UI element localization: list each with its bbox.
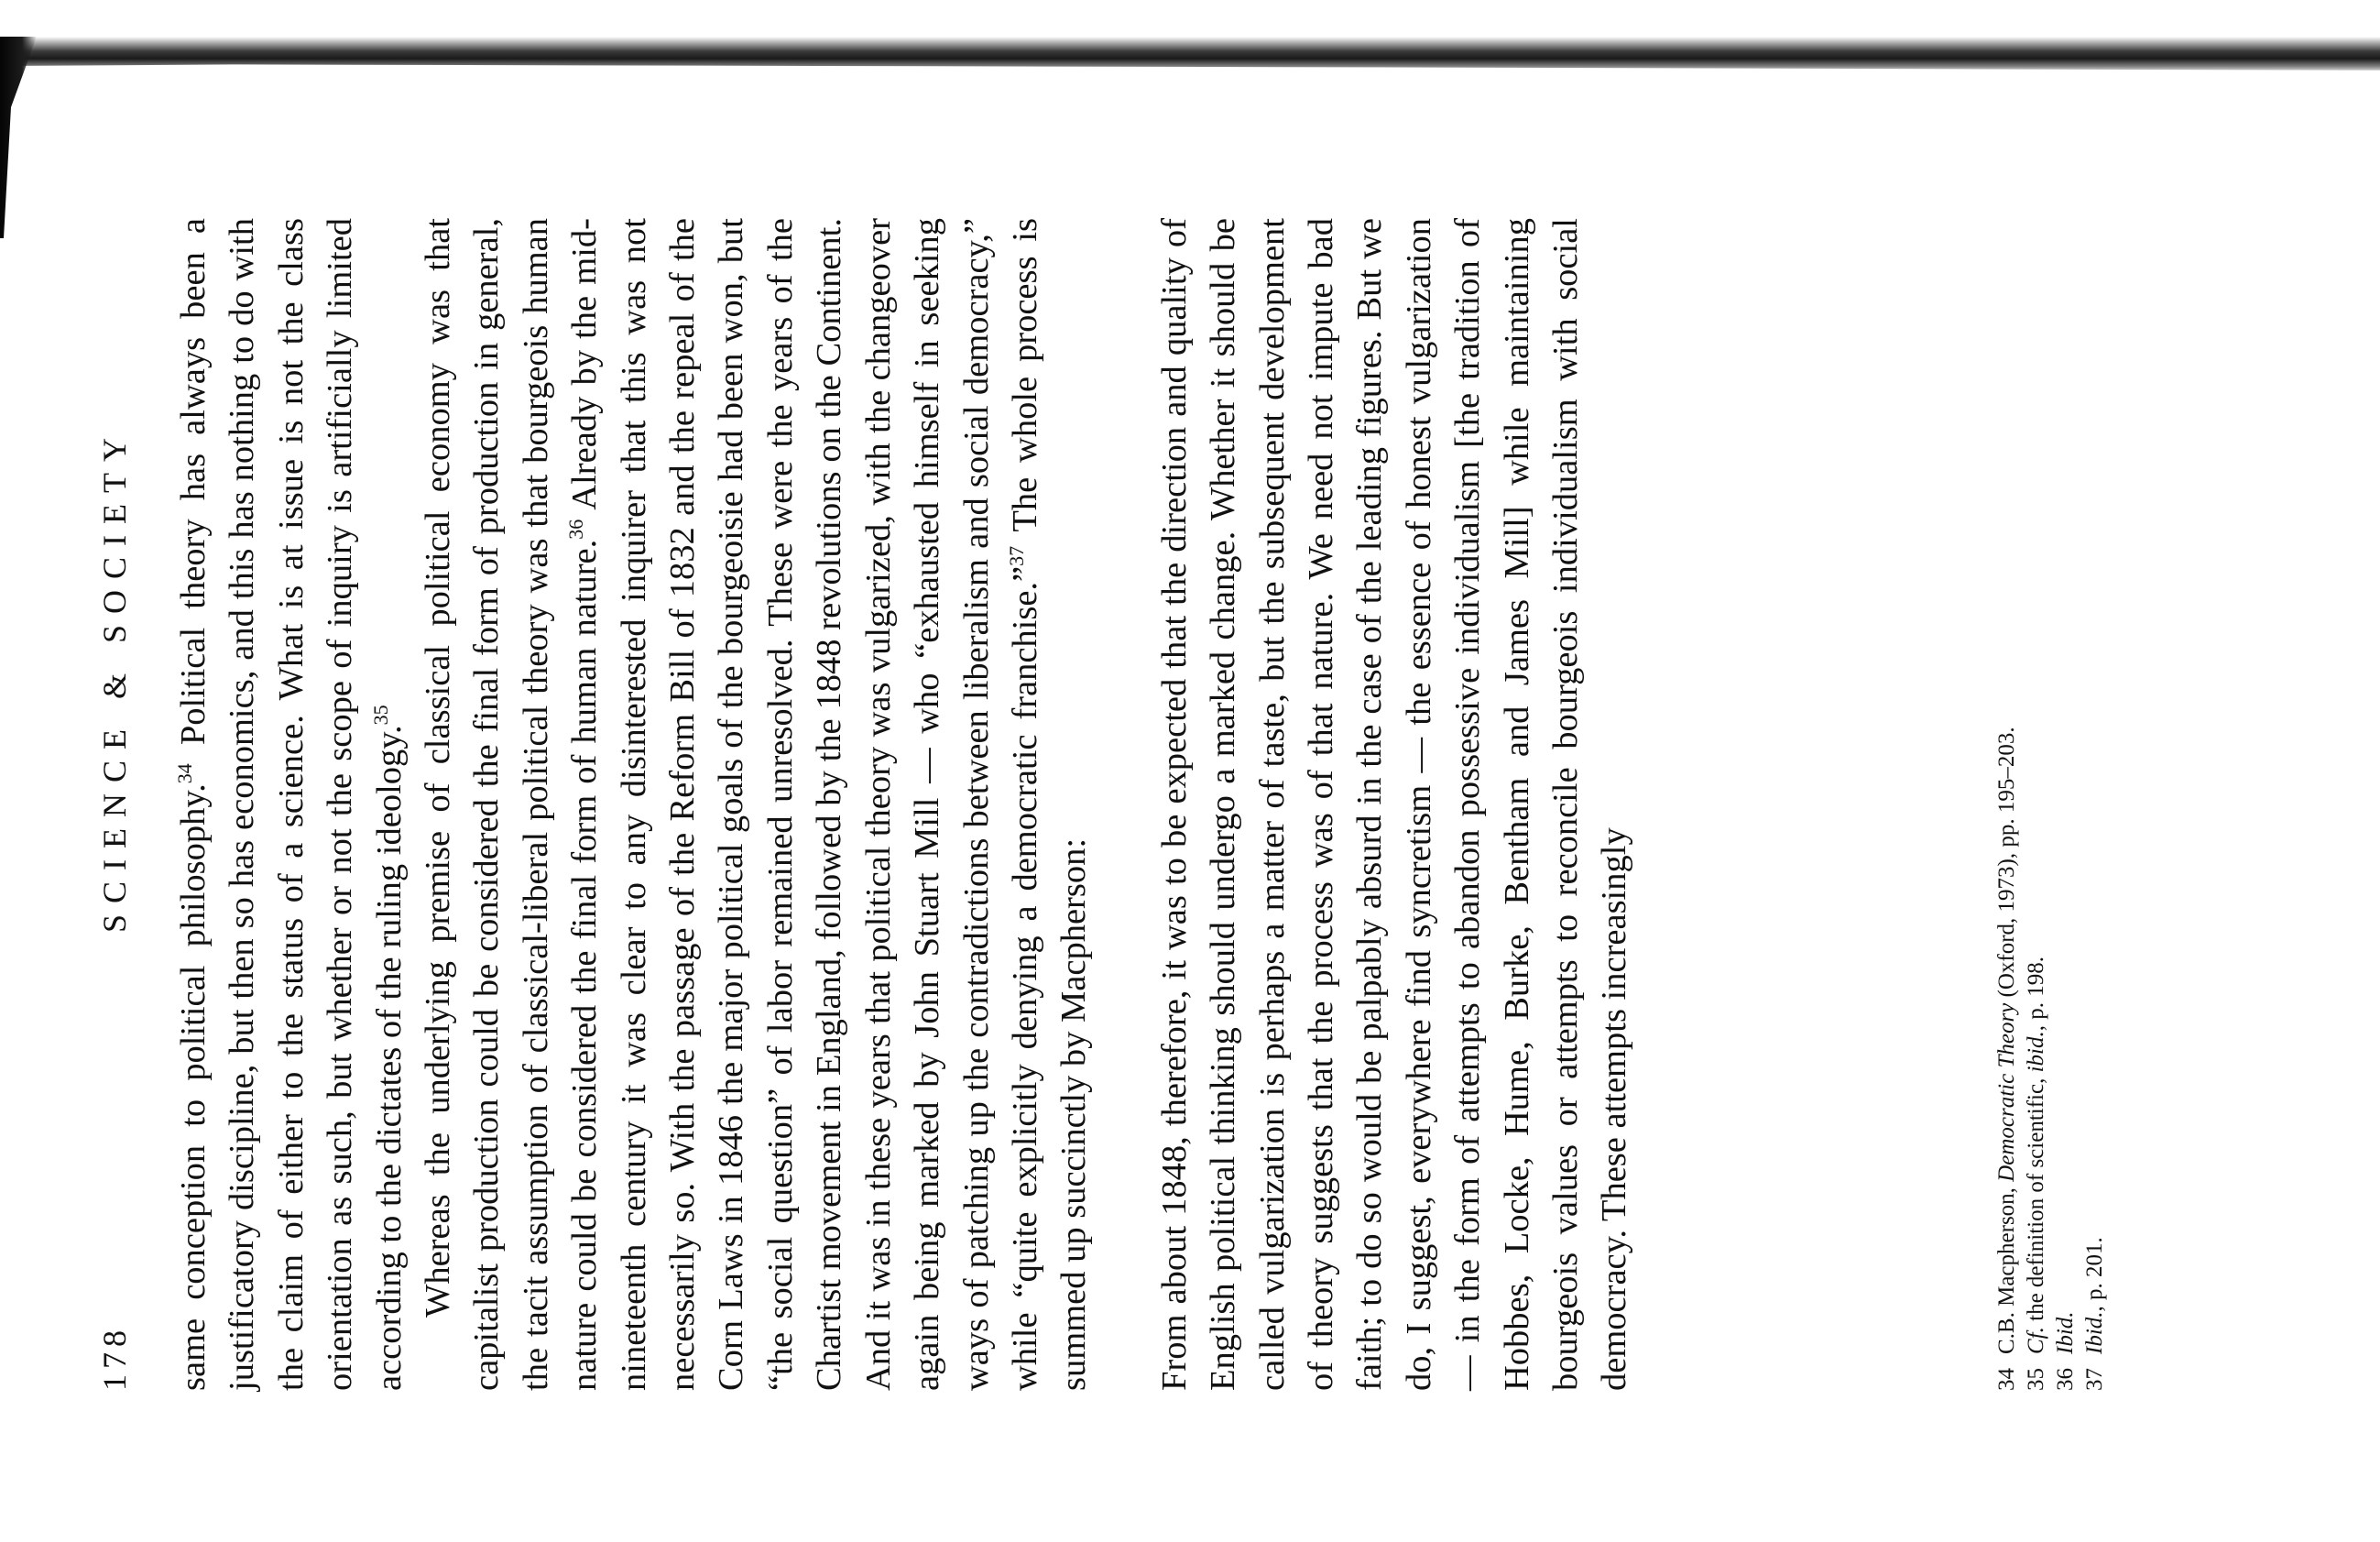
footnote-text: , p. 198.	[2024, 957, 2048, 1032]
footnote-number: 34	[1994, 1368, 2019, 1391]
footnote-ref-35: 35	[368, 705, 392, 726]
paragraph-1	[169, 218, 414, 1391]
paragraph-1-text-a: same conception to political philosophy.	[174, 783, 213, 1391]
block-quote: From about 1848, therefore, it was to be expected that the direction and quality of English political thinking should undergo a marked change. Whether it should be called vulgarization is perhaps a matter of taste, but the subsequent development of theory suggests that the process was of that nature. We need not impute bad faith; to do so would be palpably absurd in the case of the leading figures. But we do, I suggest, everywhere find syncretism — the essence of honest vulgarization — in the form of attempts to abandon possessive individualism [the tradition of Hobbes, Locke, Hume, Burke, Bentham and James Mill] while maintaining bourgeois values or attempts to reconcile bourgeois individualism with social democracy. These attempts increasingly	[1154, 218, 1634, 1391]
running-head	[87, 108, 142, 1391]
page-number: 178	[96, 1325, 133, 1391]
footnote-number: 35	[2024, 1368, 2048, 1391]
footnote-italic: ibid.	[2024, 1031, 2048, 1073]
footnote-italic: Ibid.	[2053, 1311, 2078, 1354]
footnote-37	[2080, 291, 2110, 1391]
footnote-ref-36: 36	[564, 519, 588, 540]
journal-title: SCIENCE & SOCIETY	[96, 426, 133, 933]
paragraph-2-text-b: Already by the mid-nineteenth century it was clear to any disinterested inquirer that this was not necessarily so. With the passage of the Reform Bill of 1832 and the repeal of the Corn Laws in 1846 the major political goals of the bourgeoisie had been won, but “the social question” of labor remained unresolved. These were the years of the Chartist movement in England, followed by the 1848 revolutions on the Continent. And it was in these years that political theory was vulgarized, with the changeover again being marked by John Stuart Mill — who “exhausted himself in seeking ways of patching up the contradictions between liberalism and social democracy,” while “quite explicitly denying a democratic franchise.”	[565, 218, 1044, 1391]
footnote-italic: Ibid.	[2082, 1311, 2107, 1354]
footnote-number: 36	[2053, 1368, 2078, 1391]
footnote-36	[2051, 291, 2080, 1391]
footnote-italic: Cf.	[2024, 1327, 2048, 1354]
paragraph-2	[414, 218, 1099, 1391]
footnote-35	[2022, 291, 2051, 1391]
footnote-italic: Democratic Theory	[1994, 1002, 2019, 1182]
body-text	[169, 218, 1640, 1391]
footnotes	[1992, 291, 2110, 1391]
footnote-ref-37: 37	[1005, 545, 1029, 566]
footnote-ref-34: 34	[173, 763, 197, 784]
footnote-text: C.B. Macpherson,	[1994, 1181, 2019, 1354]
paragraph-1-text-b: Political theory has always been a justificatory discipline, but then so has economics, and this has nothing to do with the claim of either to the status of a science. What is at issue is not the class orientation as such, but whether or not the scope of inquiry is artificially limited according to the dictates of the ruling ideology.	[174, 217, 409, 1391]
footnote-34	[1992, 291, 2022, 1391]
paragraph-2-text-a: Whereas the underlying premise of classical political economy was that capitalist production could be considered the final form of production in general, the tacit assumption of classical-liberal political theory was that bourgeois human nature could be considered the final form of human nature.	[419, 218, 605, 1391]
footnote-text: the definition of scientific,	[2024, 1072, 2048, 1328]
footnote-text: (Oxford, 1973), pp. 195–203.	[1994, 727, 2019, 1003]
footnote-text: , p. 201.	[2082, 1237, 2107, 1312]
paragraph-2-text-c: The whole process is summed up succinctly by Macpherson:	[1005, 217, 1094, 1391]
footnote-number: 37	[2082, 1368, 2107, 1391]
